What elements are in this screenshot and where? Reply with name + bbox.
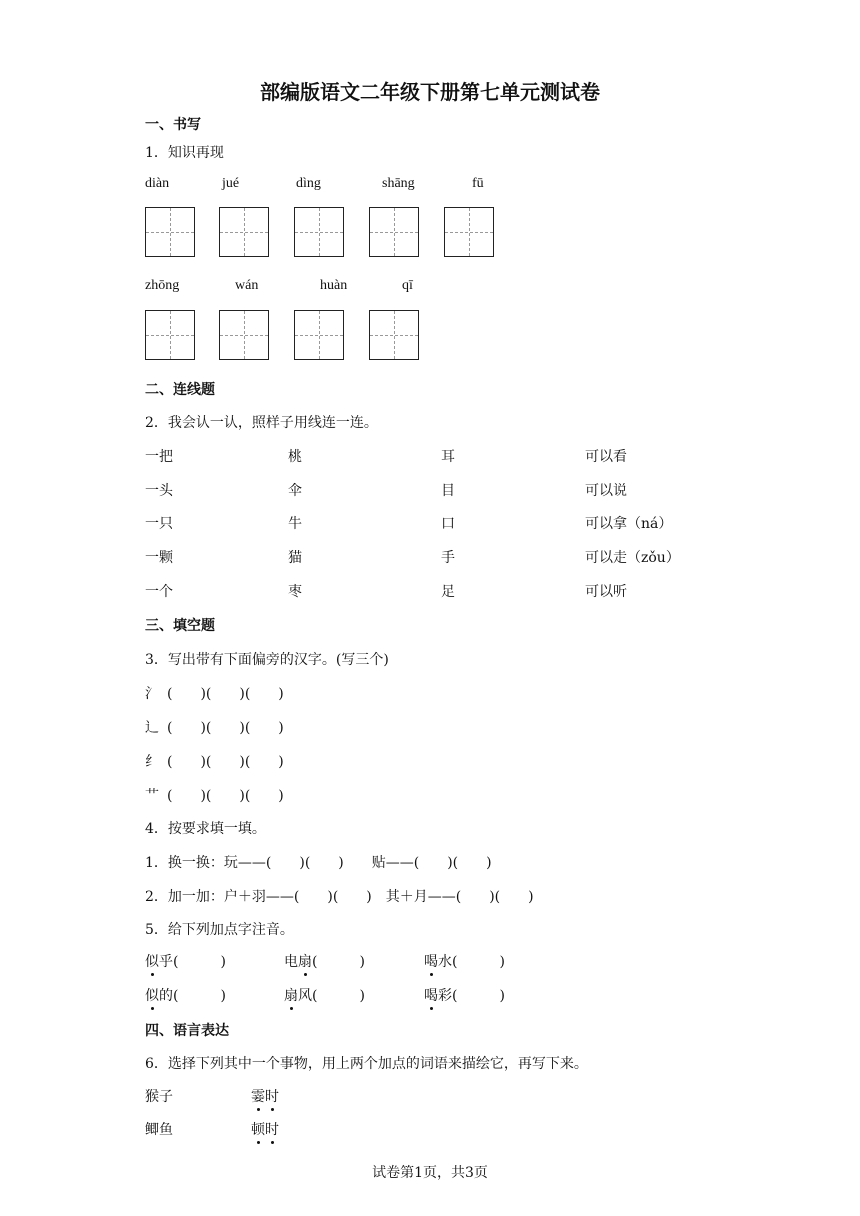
question-4-line-1[interactable]: 1．换一换：玩——( )( ) 贴——( )( ): [145, 855, 492, 871]
radical-label: 辶: [145, 720, 159, 736]
match-item[interactable]: 可以说: [585, 483, 627, 499]
question-5-label: 5．给下列加点字注音。: [145, 922, 294, 938]
answer-blanks[interactable]: ( )( )( ): [167, 686, 284, 702]
writing-grid-box[interactable]: [145, 207, 195, 257]
match-item[interactable]: 一个: [145, 584, 173, 600]
question-4-line-2[interactable]: 2．加一加：户＋羽——( )( ) 其＋月——( )( ): [145, 889, 534, 905]
match-item[interactable]: 耳: [441, 449, 455, 465]
pinyin-label: wán: [235, 278, 259, 293]
match-item[interactable]: 手: [441, 550, 455, 566]
match-item[interactable]: 可以拿（ná）: [585, 516, 673, 532]
writing-grid-box[interactable]: [145, 310, 195, 360]
match-item[interactable]: 口: [441, 516, 455, 532]
dotted-char: 霎: [251, 1086, 265, 1106]
writing-grid-box[interactable]: [294, 310, 344, 360]
question-1-label: 1．知识再现: [145, 145, 224, 161]
dotted-char: 扇: [298, 951, 312, 971]
answer-blanks[interactable]: ( )( )( ): [167, 720, 284, 736]
match-item[interactable]: 枣: [288, 584, 302, 600]
writing-grid-box[interactable]: [219, 207, 269, 257]
item-text: 水( ): [438, 954, 505, 970]
writing-grid-box[interactable]: [369, 207, 419, 257]
item-text: ( ): [312, 954, 365, 970]
match-item[interactable]: 猫: [288, 550, 302, 566]
phonetic-item[interactable]: [145, 985, 226, 1005]
pinyin-label: zhōng: [145, 278, 180, 293]
phonetic-item[interactable]: [424, 951, 505, 971]
match-item[interactable]: 一头: [145, 483, 173, 499]
question-4-label: 4．按要求填一填。: [145, 821, 266, 837]
pinyin-label: diàn: [145, 176, 170, 191]
question-6-label: 6．选择下列其中一个事物，用上两个加点的词语来描绘它，再写下来。: [145, 1056, 588, 1072]
section-heading-writing: 一、书写: [145, 117, 201, 133]
match-item[interactable]: 一颗: [145, 550, 173, 566]
phonetic-item[interactable]: [424, 985, 505, 1005]
answer-blanks[interactable]: ( )( )( ): [167, 788, 284, 804]
dotted-char: 喝: [424, 985, 438, 1005]
dotted-char: 似: [145, 985, 159, 1005]
phonetic-item[interactable]: [284, 951, 365, 971]
phonetic-item[interactable]: [284, 985, 365, 1005]
section-heading-fill: 三、填空题: [145, 618, 215, 634]
item-text: 风( ): [298, 988, 365, 1004]
dotted-char: 似: [145, 951, 159, 971]
pinyin-label: shāng: [382, 176, 415, 191]
section-heading-expression: 四、语言表达: [145, 1023, 229, 1039]
dotted-word: [251, 1086, 279, 1106]
section-heading-matching: 二、连线题: [145, 382, 215, 398]
answer-blanks[interactable]: ( )( )( ): [167, 754, 284, 770]
radical-label: 艹: [145, 788, 159, 804]
page-title: 部编版语文二年级下册第七单元测试卷: [260, 80, 600, 104]
item-text: 的( ): [159, 988, 226, 1004]
item-text: 电: [284, 954, 298, 970]
writing-grid-box[interactable]: [294, 207, 344, 257]
dotted-char: 喝: [424, 951, 438, 971]
match-item[interactable]: 一只: [145, 516, 173, 532]
dotted-char: 时: [265, 1086, 279, 1106]
pinyin-label: fū: [472, 176, 484, 191]
match-item[interactable]: 伞: [288, 483, 302, 499]
writing-grid-box[interactable]: [444, 207, 494, 257]
writing-grid-box[interactable]: [219, 310, 269, 360]
dotted-word: [251, 1119, 279, 1139]
radical-label: 纟: [145, 754, 159, 770]
item-text: 彩( ): [438, 988, 505, 1004]
thing-item: 猴子: [145, 1089, 173, 1105]
pinyin-label: dìng: [296, 176, 321, 191]
match-item[interactable]: 可以走（zǒu）: [585, 550, 680, 566]
item-text: 乎( ): [159, 954, 226, 970]
match-item[interactable]: 牛: [288, 516, 302, 532]
page-footer: 试卷第1页，共3页: [372, 1165, 488, 1181]
phonetic-item[interactable]: [145, 951, 226, 971]
match-item[interactable]: 目: [441, 483, 455, 499]
question-3-label: 3．写出带有下面偏旁的汉字。(写三个): [145, 652, 389, 668]
dotted-char: 时: [265, 1119, 279, 1139]
match-item[interactable]: 可以听: [585, 584, 627, 600]
dotted-char: 扇: [284, 985, 298, 1005]
thing-item: 鲫鱼: [145, 1122, 173, 1138]
match-item[interactable]: 足: [441, 584, 455, 600]
match-item[interactable]: 可以看: [585, 449, 627, 465]
pinyin-label: huàn: [320, 278, 348, 293]
question-2-label: 2．我会认一认，照样子用线连一连。: [145, 415, 378, 431]
pinyin-label: qī: [402, 278, 413, 293]
radical-label: 氵: [145, 686, 159, 702]
match-item[interactable]: 桃: [288, 449, 302, 465]
dotted-char: 顿: [251, 1119, 265, 1139]
pinyin-label: jué: [222, 176, 240, 191]
writing-grid-box[interactable]: [369, 310, 419, 360]
match-item[interactable]: 一把: [145, 449, 173, 465]
